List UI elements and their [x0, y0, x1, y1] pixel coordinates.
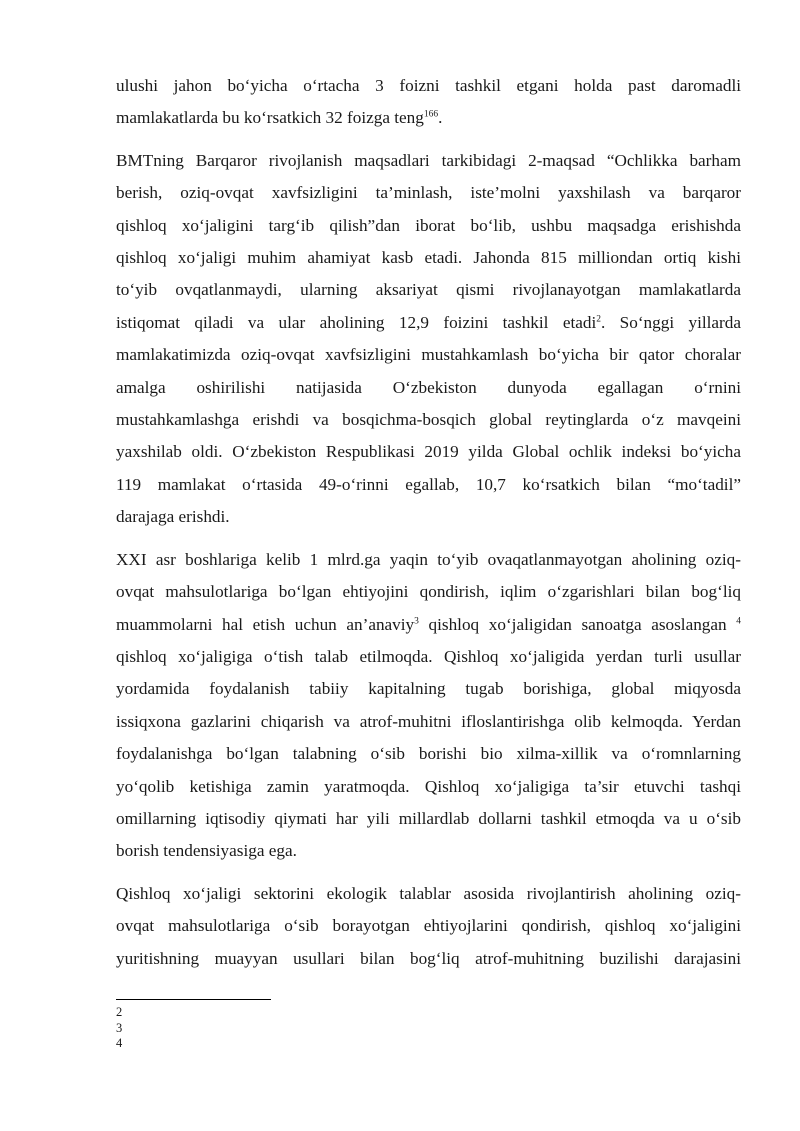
line-text: qishloq xo‘jaligidan sanoatga asoslangan [418, 614, 737, 634]
footnote-item: 3 [116, 1020, 123, 1035]
text-line [116, 307, 741, 339]
line-text: . So‘nggi yillarda [600, 312, 741, 332]
document-body [116, 70, 741, 975]
line-text: muammolarni hal etish uchun an’anaviy [116, 614, 415, 634]
text-line: qishloq xo‘jaligini targ‘ib qilish”dan iborat bo‘lib, ushbu maqsadga erishishda [116, 215, 741, 235]
text-line: amalga oshirilishi natijasida O‘zbekiston dunyoda egallagan o‘rnini [116, 377, 741, 397]
text-line: mamlakatimizda oziq-ovqat xavfsizligini mustahkamlash bo‘yicha bir qator choralar [116, 345, 741, 365]
footnote-separator [116, 999, 271, 1000]
text-line: Qishloq xo‘jaligi sektorini ekologik talablar asosida rivojlantirish aholining oziq- [116, 883, 741, 903]
text-line: yuritishning muayyan usullari bilan bog‘liq atrof-muhitning buzilishi darajasini [116, 948, 741, 968]
footnote-ref[interactable]: 4 [736, 615, 741, 626]
text-line [116, 609, 741, 641]
paragraph-1 [116, 70, 741, 135]
paragraph-2 [116, 145, 741, 534]
text-line: yo‘qolib ketishiga zamin yaratmoqda. Qishloq xo‘jaligiga ta’sir etuvchi tashqi [116, 776, 741, 796]
text-line: yaxshilab oldi. O‘zbekiston Respublikasi 2019 yilda Global ochlik indeksi bo‘yicha [116, 442, 741, 462]
line-text: . [438, 108, 443, 128]
footnote-item: 2 [116, 1005, 123, 1019]
text-line: issiqxona gazlarini chiqarish va atrof-muhitni ifloslantirishga olib kelmoqda. Yerdan [116, 711, 741, 731]
text-line: darajaga erishdi. [116, 507, 230, 527]
text-line: ovqat mahsulotlariga bo‘lgan ehtiyojini qondirish, iqlim o‘zgarishlari bilan bog‘liq [116, 582, 741, 602]
paragraph-4 [116, 878, 741, 975]
footnote-ref[interactable]: 2 [596, 314, 601, 325]
footnotes [116, 1005, 122, 1052]
text-line: borish tendensiyasiga ega. [116, 841, 297, 861]
text-line: foydalanishga bo‘lgan talabning o‘sib borishi bio xilma-xillik va o‘romnlarning [116, 744, 741, 764]
line-text: mamlakatlarda bu ko‘rsatkich 32 foizga teng [116, 108, 424, 128]
text-line: ovqat mahsulotlariga o‘sib borayotgan ehtiyojlarini qondirish, qishloq xo‘jaligini [116, 916, 741, 936]
text-line: 119 mamlakat o‘rtasida 49-o‘rinni egallab, 10,7 ko‘rsatkich bilan “mo‘tadil” [116, 474, 741, 494]
paragraph-3 [116, 544, 741, 868]
text-line: XXI asr boshlariga kelib 1 mlrd.ga yaqin to‘yib ovaqatlanmayotgan aholining oziq- [116, 549, 741, 569]
text-line: mustahkamlashga erishdi va bosqichma-bosqich global reytinglarda o‘z mavqeini [116, 410, 741, 430]
text-line: yordamida foydalanish tabiiy kapitalning tugab borishiga, global miqyosda [116, 679, 741, 699]
footnote-ref[interactable]: 166 [423, 109, 439, 120]
text-line: qishloq xo‘jaligi muhim ahamiyat kasb etadi. Jahonda 815 milliondan ortiq kishi [116, 248, 741, 268]
text-line: to‘yib ovqatlanmaydi, ularning aksariyat qismi rivojlanayotgan mamlakatlarda [116, 280, 741, 300]
line-text: istiqomat qiladi va ular aholining 12,9 foizini tashkil etadi [116, 312, 597, 332]
footnote-ref[interactable]: 3 [414, 615, 419, 626]
text-line: BMTning Barqaror rivojlanish maqsadlari tarkibidagi 2-maqsad “Ochlikka barham [116, 150, 741, 170]
text-line [116, 102, 741, 134]
footnote-item: 4 [116, 1036, 123, 1050]
text-line: qishloq xo‘jaligiga o‘tish talab etilmoqda. Qishloq xo‘jaligida yerdan turli usullar [116, 646, 741, 666]
text-line: ulushi jahon bo‘yicha o‘rtacha 3 foizni tashkil etgani holda past daromadli [116, 76, 741, 95]
text-line: berish, oziq-ovqat xavfsizligini ta’minlash, iste’molni yaxshilash va barqaror [116, 183, 741, 203]
text-line: omillarning iqtisodiy qiymati har yili millardlab dollarni tashkil etmoqda va u o‘sib [116, 808, 741, 828]
